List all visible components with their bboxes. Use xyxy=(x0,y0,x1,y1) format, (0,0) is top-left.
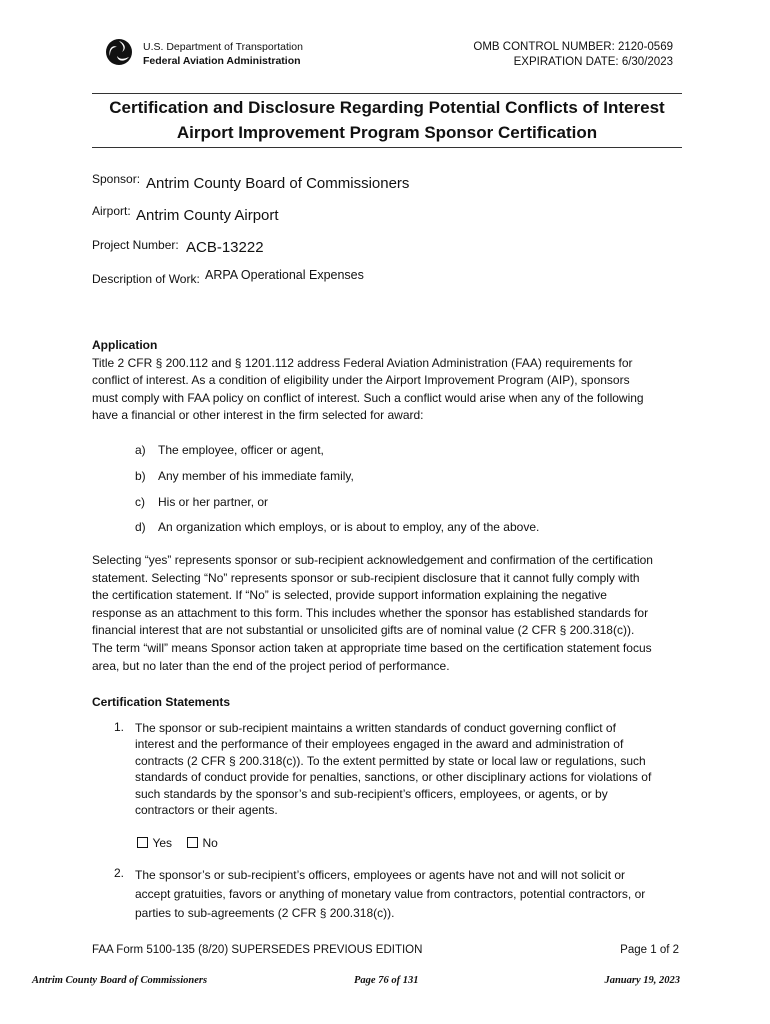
application-line: have a financial or other interest in the firm selected for award: xyxy=(92,407,424,422)
title-bottom-rule xyxy=(92,147,682,148)
list-marker: a) xyxy=(135,443,146,457)
application-text xyxy=(92,355,692,424)
statement-1-yes-option[interactable] xyxy=(137,834,172,852)
list-text: Any member of his immediate family, xyxy=(158,469,354,483)
title-top-rule xyxy=(92,93,682,94)
agency-name: Federal Aviation Administration xyxy=(143,55,301,67)
no-checkbox[interactable] xyxy=(187,837,198,848)
sponsor-value: Antrim County Board of Commissioners xyxy=(146,175,410,192)
selecting-line: the certification statement. If “No” is selected, provide support information explaining the negative xyxy=(92,588,607,603)
statement-line: contractors or their agents. xyxy=(135,803,278,818)
form-page-number: Page 1 of 2 xyxy=(620,944,679,956)
page-title-line1: Certification and Disclosure Regarding Potential Conflicts of Interest xyxy=(109,98,665,117)
document-page-number: Page 76 of 131 xyxy=(354,975,419,986)
omb-control-number: OMB CONTROL NUMBER: 2120-0569 xyxy=(473,41,673,53)
list-item-c xyxy=(135,495,269,509)
list-text: His or her partner, or xyxy=(158,495,269,509)
document-date: January 19, 2023 xyxy=(604,975,680,986)
statement-1-no-option[interactable] xyxy=(187,834,218,852)
list-marker: b) xyxy=(135,469,146,483)
statement-line: parties to sub-agreements (2 CFR § 200.318(c)). xyxy=(135,906,395,920)
selecting-line: response as an attachment to this form. This includes whether the sponsor has established standards for xyxy=(92,605,649,620)
application-line: must comply with FAA policy on conflict of interest. Such a conflict would arise when any of the following xyxy=(92,390,644,405)
project-number-label: Project Number: xyxy=(92,238,179,252)
airport-label: Airport: xyxy=(92,204,131,218)
expiration-date: EXPIRATION DATE: 6/30/2023 xyxy=(513,56,673,68)
statement-line: such standards by the sponsor’s and sub-recipient’s officers, employees, or agents, or by xyxy=(135,786,608,801)
dot-triskelion-icon xyxy=(105,38,133,66)
certification-heading: Certification Statements xyxy=(92,695,231,709)
airport-value: Antrim County Airport xyxy=(136,207,279,224)
statement-line: contracts (2 CFR § 200.318(c)). To the extent permitted by state or local law or regulations, such xyxy=(135,753,646,768)
description-value: ARPA Operational Expenses xyxy=(205,268,364,282)
statement-line: standards of conduct provide for penalties, sanctions, or other disciplinary actions for violations of xyxy=(135,770,652,785)
list-text: An organization which employs, or is about to employ, any of the above. xyxy=(158,520,540,534)
yes-label: Yes xyxy=(152,836,173,850)
list-item-d xyxy=(135,520,540,534)
yes-checkbox[interactable] xyxy=(137,837,148,848)
document-owner: Antrim County Board of Commissioners xyxy=(32,975,208,986)
statement-1-text xyxy=(135,720,685,818)
project-number-value: ACB-13222 xyxy=(186,239,264,256)
selecting-line: statement. Selecting “No” represents sponsor or sub-recipient disclosure that it cannot fully comply with xyxy=(92,570,640,585)
sponsor-label: Sponsor: xyxy=(92,172,141,186)
statement-2-text xyxy=(135,866,685,923)
department-name: U.S. Department of Transportation xyxy=(143,41,303,53)
application-line: Title 2 CFR § 200.112 and § 1201.112 address Federal Aviation Administration (FAA) requirements for xyxy=(92,356,633,370)
list-text: The employee, officer or agent, xyxy=(158,443,324,457)
statement-line: interest and the performance of their employees engaged in the award and administration of xyxy=(135,737,624,752)
list-item-a xyxy=(135,443,324,457)
application-line: conflict of interest. As a condition of eligibility under the Airport Improvement Program (AIP), sponsors xyxy=(92,373,630,388)
selecting-line: The term “will” means Sponsor action taken at appropriate time based on the certification statement focus xyxy=(92,640,652,655)
selecting-explanation xyxy=(92,552,692,675)
list-item-b xyxy=(135,469,354,483)
selecting-line: Selecting “yes” represents sponsor or sub-recipient acknowledgement and confirmation of the certification xyxy=(92,553,653,567)
statement-line: The sponsor’s or sub-recipient’s officers, employees or agents have not and will not solicit or xyxy=(135,868,626,882)
description-label: Description of Work: xyxy=(92,272,200,286)
list-marker: d) xyxy=(135,520,146,534)
statement-line: accept gratuities, favors or anything of monetary value from contractors, potential contractors, or xyxy=(135,887,646,901)
statement-1-number: 1. xyxy=(114,720,125,734)
page-title-line2: Airport Improvement Program Sponsor Certification xyxy=(176,123,598,142)
statement-2-number: 2. xyxy=(114,866,125,880)
statement-line: The sponsor or sub-recipient maintains a written standards of conduct governing conflict of xyxy=(135,721,616,735)
form-edition: FAA Form 5100-135 (8/20) SUPERSEDES PREVIOUS EDITION xyxy=(92,944,423,956)
selecting-line: financial interest that are not substantial or unsolicited gifts are of nominal value (2 CFR § 200.318(c)). xyxy=(92,623,635,638)
application-heading: Application xyxy=(92,338,158,352)
list-marker: c) xyxy=(135,495,145,509)
selecting-line: area, but no later than the end of the project period of performance. xyxy=(92,658,450,673)
no-label: No xyxy=(202,836,218,850)
